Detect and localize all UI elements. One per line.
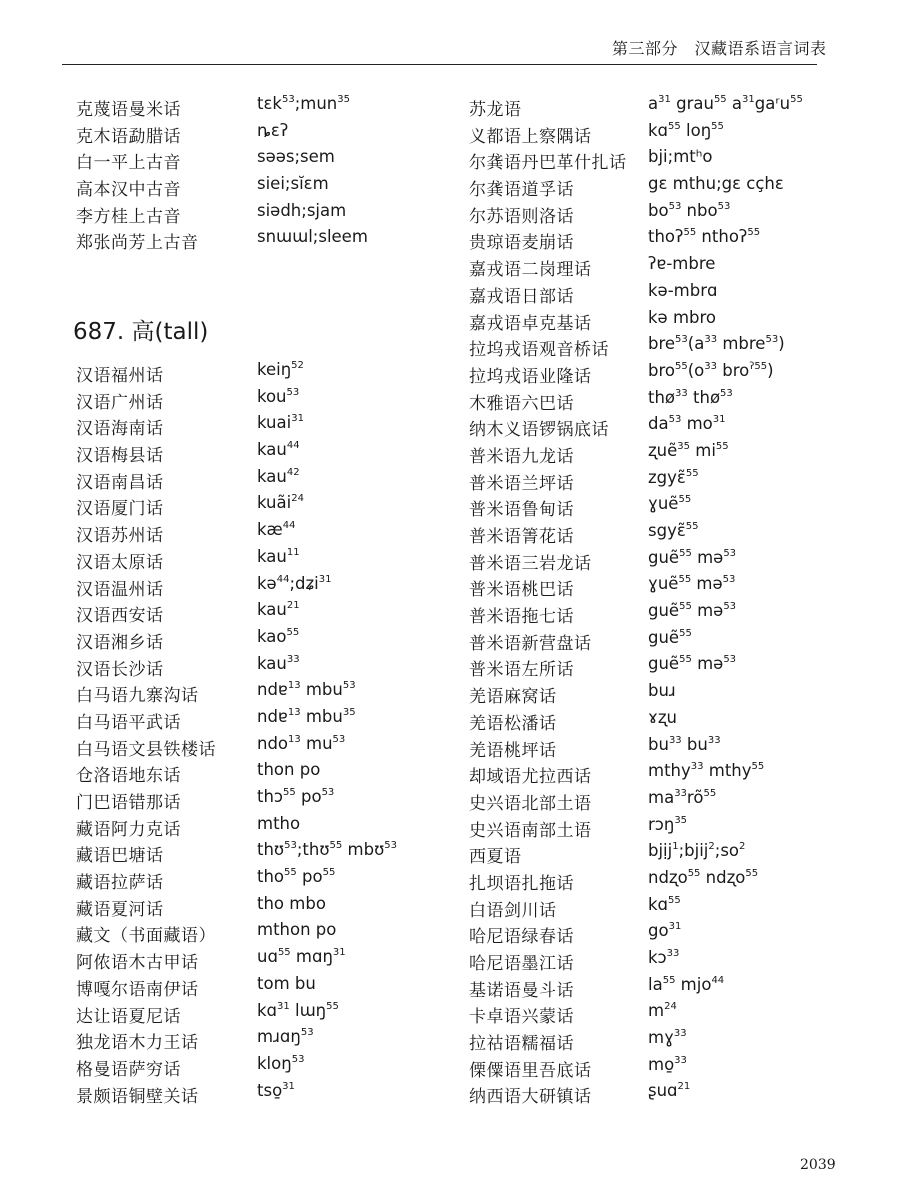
word-form: thø$^{33}$ thø$^{53}$ (648, 387, 733, 407)
word-form: kə$^{44}$;dʑi$^{31}$ (257, 573, 332, 593)
header-rule (62, 64, 817, 65)
language-name: 普米语兰坪话 (469, 473, 574, 494)
language-name: 哈尼语绿春话 (469, 927, 574, 948)
language-name: 嘉戎语卓克基话 (469, 313, 592, 334)
language-name: 扎坝语扎拖话 (469, 873, 574, 894)
language-name: 尔龚语丹巴革什扎话 (469, 153, 627, 174)
language-name: 达让语夏尼话 (76, 1006, 181, 1027)
word-form: tom bu (257, 973, 316, 993)
language-name: 普米语三岩龙话 (469, 553, 592, 574)
word-form: səəs;sem (257, 147, 335, 167)
word-form: zgyɛ̃$^{55}$ (648, 467, 699, 487)
section-number: 687. (73, 319, 125, 345)
language-name: 白一平上古音 (76, 153, 181, 174)
word-form: $bu^{33}$ $bu^{33}$ (648, 734, 721, 754)
word-form: ɣuẽ$^{55}$ mə$^{53}$ (648, 574, 736, 594)
word-form: siei;sĭɛm (257, 174, 329, 194)
word-form: siədh;sjam (257, 200, 347, 220)
word-form: ɤʐu (648, 707, 677, 727)
word-form: ndɐ$^{13}$ mbu$^{35}$ (257, 706, 356, 726)
language-name: 哈尼语墨江话 (469, 954, 574, 974)
language-name: 藏语阿力克话 (76, 819, 181, 840)
language-name: 阿侬语木古甲话 (76, 953, 199, 974)
word-form: snɯɯl;sleem (257, 227, 368, 247)
language-name: 汉语福州话 (76, 366, 164, 386)
language-name: 纳西语大研镇话 (469, 1087, 592, 1108)
language-name: 汉语厦门话 (76, 499, 164, 520)
language-name: 汉语太原话 (76, 552, 164, 573)
language-name: 汉语海南话 (76, 419, 164, 440)
word-form: ʐuẽ$^{35}$ $mi^{55}$ (648, 440, 729, 460)
language-name: 汉语温州话 (76, 579, 164, 600)
language-name: 白语剑川话 (469, 900, 557, 921)
language-name: 拉祜语糯福话 (469, 1034, 574, 1055)
section-title-zh: 高 (131, 319, 155, 345)
language-name: 藏语巴塘话 (76, 846, 164, 867)
section-title-en: (tall) (154, 319, 209, 345)
word-form: kau$^{11}$ (257, 546, 300, 566)
language-name: 仓洛语地东话 (76, 766, 181, 787)
word-form: tho mbo (257, 893, 326, 913)
word-form: mo̱$^{33}$ (648, 1054, 687, 1074)
language-name: 义都语上察隅话 (469, 126, 592, 147)
word-form: kau$^{44}$ (257, 440, 300, 460)
language-name: 汉语广州话 (76, 392, 164, 413)
language-name: 汉语苏州话 (76, 526, 164, 547)
word-form: kɑ$^{55}$ loŋ$^{55}$ (648, 120, 724, 140)
language-name: 嘉戎语二岗理话 (469, 260, 592, 281)
language-name: 拉坞戎语观音桥话 (469, 340, 609, 361)
word-form: $m^{24}$ (648, 1001, 677, 1021)
language-name: 高本汉中古音 (76, 180, 181, 201)
language-name: 汉语西安话 (76, 606, 164, 627)
word-form: ɣuẽ$^{55}$ (648, 494, 692, 514)
word-form: kuai$^{31}$ (257, 413, 304, 433)
word-form: ndɐ$^{13}$ mbu$^{53}$ (257, 680, 356, 700)
word-form: $la^{55}$ mjo$^{44}$ (648, 974, 725, 994)
language-name: 贵琼语麦崩话 (469, 233, 574, 254)
word-form: tso̱$^{31}$ (257, 1080, 295, 1100)
language-name: 西夏语 (469, 847, 522, 868)
word-form: guẽ$^{55}$ mə$^{53}$ (648, 601, 737, 621)
word-form: rɔŋ$^{35}$ (648, 814, 688, 834)
word-form: kɑ$^{31}$ lɯŋ$^{55}$ (257, 1000, 339, 1020)
language-name: 傈僳语里吾底话 (469, 1060, 592, 1081)
word-form: kɔ$^{33}$ (648, 948, 680, 967)
language-name: 拉坞戎语业隆话 (469, 366, 592, 387)
language-name: 克蔑语曼米话 (76, 100, 181, 120)
word-form: thɔ$^{55}$ $po^{53}$ (257, 787, 335, 806)
language-name: 藏文（书面藏语） (76, 926, 216, 947)
language-name: 卡卓语兴蒙话 (469, 1007, 574, 1028)
word-form: kuãi$^{24}$ (257, 493, 304, 513)
language-name: 白马语九寨沟话 (76, 686, 199, 707)
word-form: ʔɐ-mbre (648, 254, 716, 274)
language-name: 汉语南昌话 (76, 472, 164, 493)
language-name: 克木语勐腊话 (76, 126, 181, 147)
language-name: 羌语桃坪话 (469, 740, 557, 761)
word-form: $go^{31}$ (648, 921, 682, 941)
language-name: 羌语松潘话 (469, 713, 557, 734)
language-name: 尔苏语则洛话 (469, 206, 574, 227)
word-form: tho$^{55}$ $po^{55}$ (257, 867, 336, 887)
language-name: 普米语左所话 (469, 660, 574, 681)
language-name: 普米语桃巴话 (469, 580, 574, 601)
language-name: 门巴语错那话 (76, 793, 181, 813)
word-form: $a^{31}$ grau$^{55}$ $a^{31}gaʳu^{55}$ (648, 94, 803, 113)
word-form: ndo$^{13}$ $mu^{53}$ (257, 733, 346, 753)
language-name: 藏语拉萨话 (76, 873, 164, 894)
language-name: 普米语鲁甸话 (469, 500, 574, 521)
word-form: guẽ$^{55}$ mə$^{53}$ (648, 654, 737, 674)
language-name: 汉语梅县话 (76, 446, 164, 467)
word-form: gɛ mthu;gɛ cçhɛ (648, 174, 784, 194)
language-name: 博嘎尔语南伊话 (76, 979, 199, 1000)
word-form: kə-mbrɑ (648, 280, 718, 300)
language-name: 郑张尚芳上古音 (76, 233, 199, 254)
word-form: thʊ$^{53}$;thʊ$^{55}$ mbʊ$^{53}$ (257, 840, 397, 860)
language-name: 木雅语六巴话 (469, 393, 574, 414)
language-name: 嘉戎语日部话 (469, 286, 574, 307)
language-name: 羌语麻窝话 (469, 687, 557, 708)
word-form: uɑ$^{55}$ mɑŋ$^{31}$ (257, 947, 346, 967)
word-form: kou$^{53}$ (257, 386, 300, 406)
language-name: 却域语尤拉西话 (469, 767, 592, 788)
word-form: mtho (257, 813, 301, 833)
word-form: $bre^{53}(a^{33}$ mbre$^{53}$) (648, 334, 785, 354)
language-name: 苏龙语 (469, 100, 522, 120)
language-name: 汉语长沙话 (76, 659, 164, 680)
word-form: kau$^{33}$ (257, 653, 300, 673)
word-form: $kæ^{44}$ (257, 520, 296, 540)
word-form: kə mbro (648, 307, 717, 327)
word-form: mɣ$^{33}$ (648, 1028, 687, 1048)
language-name: 史兴语北部土语 (469, 793, 592, 814)
word-form: buɹ (648, 681, 676, 701)
word-form: guẽ$^{55}$ (648, 627, 692, 647)
language-name: 普米语拖七话 (469, 607, 574, 628)
word-form: guẽ$^{55}$ mə$^{53}$ (648, 547, 737, 567)
word-form: bji;mtʰo (648, 147, 713, 167)
word-form: keiŋ$^{52}$ (257, 360, 304, 379)
language-name: 纳木义语锣锅底话 (469, 420, 609, 441)
language-name: 尔龚语道孚话 (469, 180, 574, 201)
language-name: 普米语新营盘话 (469, 633, 592, 654)
word-form: kau$^{42}$ (257, 466, 300, 486)
word-form: tɛk$^{53}$;mun$^{35}$ (257, 94, 350, 113)
language-name: 独龙语木力王话 (76, 1033, 199, 1054)
language-name: 白马语文县铁楼话 (76, 739, 216, 760)
language-name: 基诺语曼斗话 (469, 980, 574, 1001)
word-form: kao$^{55}$ (257, 626, 300, 646)
word-form: $bo^{53}$ nbo$^{53}$ (648, 200, 731, 220)
word-form: kau$^{21}$ (257, 600, 300, 620)
word-form: mthy$^{33}$ mthy$^{55}$ (648, 761, 765, 781)
language-name: 汉语湘乡话 (76, 632, 164, 653)
word-form: mɹɑŋ$^{53}$ (257, 1027, 314, 1047)
word-form: $bjịj^1;bjij^2;so^2$ (648, 841, 746, 861)
language-name: 格曼语萨穷话 (76, 1059, 181, 1080)
language-name: 景颇语铜壁关话 (76, 1086, 199, 1107)
word-form: $ma^{33}rõ^{55}$ (648, 787, 717, 807)
word-form: ʂuɑ$^{21}$ (648, 1081, 691, 1101)
section-heading (73, 313, 208, 346)
word-form: ndʐo$^{55}$ ndʐo$^{55}$ (648, 867, 759, 887)
language-name: 藏语夏河话 (76, 899, 164, 920)
word-form: mthon po (257, 920, 337, 940)
language-name: 白马语平武话 (76, 712, 181, 733)
word-form: thon po (257, 760, 321, 780)
running-header: 第三部分 汉藏语系语言词表 (612, 39, 827, 58)
word-form: $bro^{55}(o^{33}$ bro$^{ʔ55}$) (648, 360, 774, 380)
language-name: 普米语九龙话 (469, 446, 574, 467)
language-name: 史兴语南部土语 (469, 820, 592, 841)
word-form: sgyɛ̃$^{55}$ (648, 521, 699, 540)
word-form: $da^{53}$ $mo^{31}$ (648, 414, 726, 434)
word-form: thoʔ$^{55}$ nthoʔ$^{55}$ (648, 227, 761, 247)
word-form: kɑ$^{55}$ (648, 894, 681, 914)
word-form: kloŋ$^{53}$ (257, 1053, 305, 1073)
language-name: 李方桂上古音 (76, 206, 181, 227)
page-number: 2039 (800, 1157, 836, 1173)
language-name: 普米语箐花话 (469, 527, 574, 547)
word-form: ȵɛʔ (257, 120, 289, 140)
